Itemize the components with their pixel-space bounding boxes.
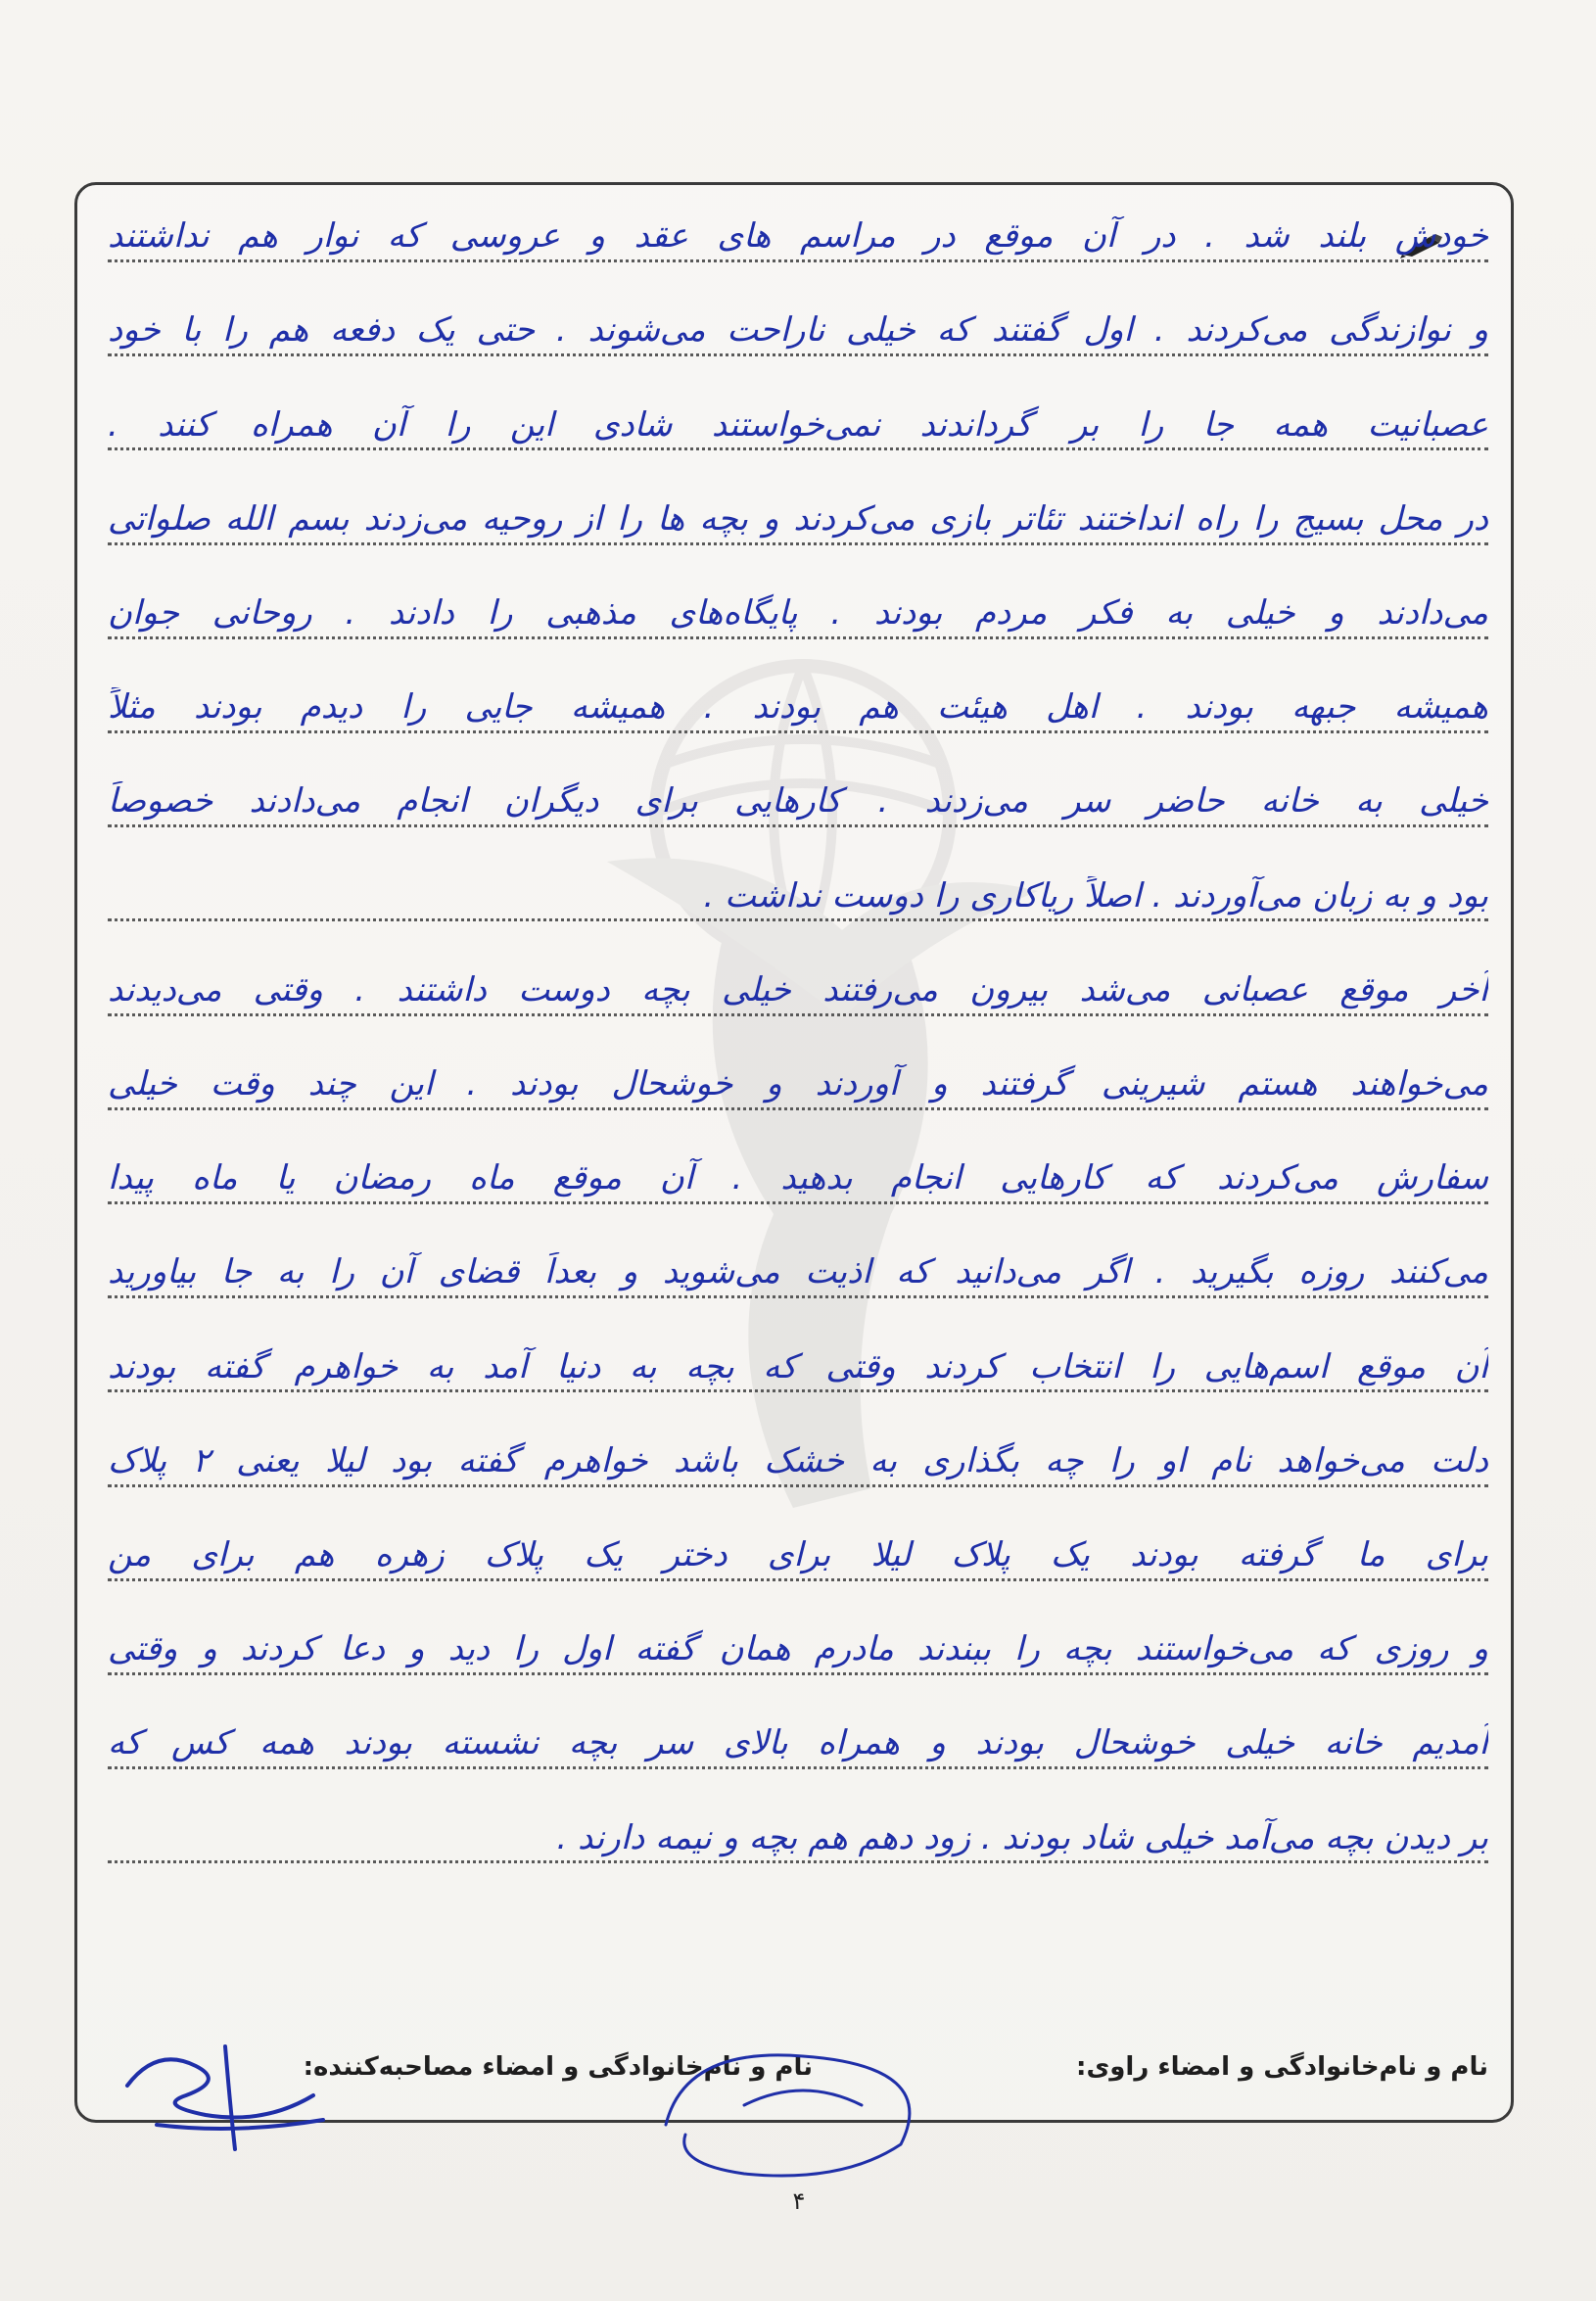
dotted-ruled-line — [108, 1766, 1488, 1769]
text-line-content: در محل بسیج را راه انداختند تئاتر بازی می‌کردند و بچه ها را از روحیه می‌زدند بسم الله صلواتی — [108, 498, 1488, 539]
narrator-signature-label: نام و نام‌خانوادگی و امضاء راوی: — [1076, 2052, 1488, 2082]
text-line — [108, 946, 1488, 1020]
text-line — [108, 1134, 1488, 1208]
text-line-content: خیلی به خانه حاضر سر می‌زدند . کارهایی برای دیگران انجام می‌دادند خصوصاً — [108, 781, 1488, 822]
dotted-ruled-line — [108, 730, 1488, 733]
text-line — [108, 192, 1488, 266]
text-line-content: سفارش می‌کردند که کارهایی انجام بدهید . آن موقع ماه رمضان یا ماه پیدا — [108, 1158, 1488, 1198]
dotted-ruled-line — [108, 353, 1488, 356]
text-line — [108, 851, 1488, 925]
dotted-ruled-line — [108, 1107, 1488, 1110]
text-line — [108, 1322, 1488, 1396]
dotted-ruled-line — [108, 1201, 1488, 1204]
text-line-content: خودش بلند شد . در آن موقع در مراسم های عقد و عروسی که نوار هم نداشتند — [108, 216, 1488, 257]
dotted-ruled-line — [108, 1013, 1488, 1016]
text-line-content: بر دیدن بچه می‌آمد خیلی شاد بودند . زود دهم هم بچه و نیمه دارند . — [556, 1817, 1488, 1857]
text-line — [108, 380, 1488, 454]
interviewer-signature — [646, 2037, 960, 2184]
dotted-ruled-line — [108, 542, 1488, 545]
text-line-content: می‌کنند روزه بگیرید . اگر می‌دانید که اذیت می‌شوید و بعداً قضای آن را به جا بیاورید — [108, 1252, 1488, 1292]
text-line-content: بود و به زبان می‌آوردند . اصلاً ریاکاری را دوست نداشت . — [703, 875, 1488, 916]
text-line — [108, 1793, 1488, 1867]
dotted-ruled-line — [108, 1484, 1488, 1487]
text-line — [108, 1417, 1488, 1491]
text-line-content: همیشه جبهه بودند . اهل هیئت هم بودند . همیشه جایی را دیدم بودند مثلاً — [108, 687, 1488, 728]
text-line-content: دلت می‌خواهد نام او را چه بگذاری به خشک باشد خواهرم گفته بود لیلا یعنی ۲ پلاک — [108, 1440, 1488, 1480]
dotted-ruled-line — [108, 1672, 1488, 1675]
dotted-ruled-line — [108, 447, 1488, 450]
dotted-ruled-line — [108, 824, 1488, 827]
text-line — [108, 757, 1488, 831]
dotted-ruled-line — [108, 636, 1488, 639]
text-line — [108, 1699, 1488, 1773]
interviewer-signature-label: نام و نام‌خانوادگی و امضاء مصاحبه‌کننده: — [303, 2052, 813, 2082]
dotted-ruled-line — [108, 1578, 1488, 1581]
text-line-content: عصبانیت همه جا را بر گرداندند نمی‌خواستند شادی این را آن همراه کنند . — [108, 404, 1488, 445]
text-line-content: برای ما گرفته بودند یک پلاک لیلا برای دختر یک پلاک زهره هم برای من — [108, 1535, 1488, 1574]
text-line-content: آن موقع اسم‌هایی را انتخاب کردند وقتی که بچه به دنیا آمد به خواهرم گفته بودند — [108, 1346, 1488, 1386]
narrator-signature — [117, 2027, 333, 2154]
dotted-ruled-line — [108, 1860, 1488, 1863]
dotted-ruled-line — [108, 918, 1488, 921]
dotted-ruled-line — [108, 1295, 1488, 1298]
text-line — [108, 286, 1488, 360]
text-line — [108, 475, 1488, 549]
page-number: ۴ — [792, 2187, 806, 2215]
text-line — [108, 1605, 1488, 1679]
text-line-content: می‌دادند و خیلی به فکر مردم بودند . پایگاه‌های مذهبی را دادند . روحانی جوان — [108, 593, 1488, 633]
text-line-content: می‌خواهند هستم شیرینی گرفتند و آوردند و خوشحال بودند . این چند وقت خیلی — [108, 1064, 1488, 1104]
dotted-ruled-line — [108, 1389, 1488, 1392]
dotted-ruled-line — [108, 259, 1488, 262]
text-line-content: آخر موقع عصبانی می‌شد بیرون می‌رفتند خیلی بچه دوست داشتند . وقتی می‌دیدند — [108, 969, 1488, 1010]
text-line — [108, 1511, 1488, 1585]
text-line — [108, 1228, 1488, 1302]
text-line-content: و نوازندگی می‌کردند . اول گفتند که خیلی ناراحت می‌شوند . حتی یک دفعه هم را با خود — [108, 310, 1488, 351]
text-line-content: آمدیم خانه خیلی خوشحال بودند و همراه بالای سر بچه نشسته بودند همه کس که — [108, 1723, 1488, 1763]
text-line-content: و روزی که می‌خواستند بچه را ببندند مادرم همان گفته اول را دید و دعا کردند و وقتی — [108, 1629, 1488, 1669]
text-line — [108, 569, 1488, 643]
text-line — [108, 663, 1488, 737]
text-line — [108, 1040, 1488, 1114]
